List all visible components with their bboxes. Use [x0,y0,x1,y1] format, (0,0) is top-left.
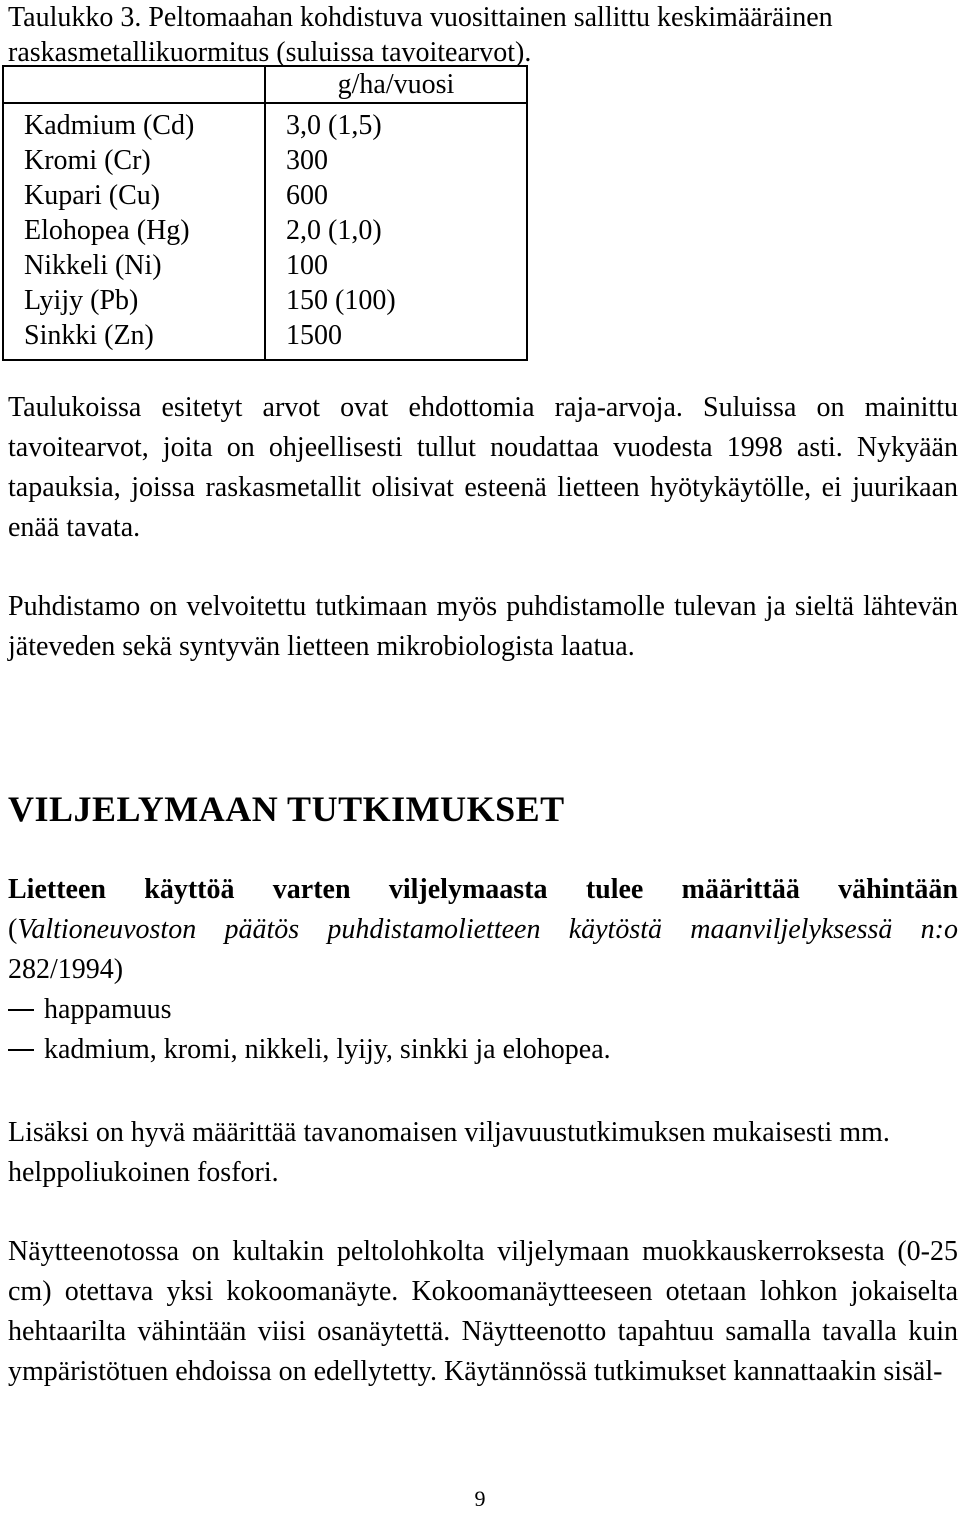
table-row [3,178,527,213]
table-row [3,103,527,143]
metal-value: 300 [265,143,527,178]
table-row [3,283,527,318]
table-row [3,213,527,248]
paragraph-phosphorus: Lisäksi on hyvä määrittää tavanomaisen viljavuustutkimuksen mukaisesti mm. helppoliukoinen fosfori. [8,1117,890,1188]
metal-value: 2,0 (1,0) [265,213,527,248]
page-number: 9 [474,1486,486,1511]
metal-value: 600 [265,178,527,213]
regulation-reference: Valtioneuvoston päätös puhdistamolietteen käytöstä maanviljelyksessä n:o [17,914,958,945]
table-row [3,248,527,283]
table-caption: Taulukko 3. Peltomaahan kohdistuva vuosittainen sallittu keskimääräinen raskasmetallikuormitus (suluissa tavoitearvot). [8,2,833,68]
heavy-metal-table [2,65,528,361]
metal-name: Kadmium (Cd) [3,103,265,143]
requirements-lead: Lietteen käyttöä varten viljelymaasta tulee määrittää vähintään [8,874,958,905]
metal-name: Sinkki (Zn) [3,318,265,360]
metal-value: 1500 [265,318,527,360]
table-header-row [3,66,527,103]
soil-analysis-requirements [8,870,958,1070]
paragraph-limit-values: Taulukoissa esitetyt arvot ovat ehdottomia raja-arvoja. Suluissa on mainittu tavoitearvot, joita on ohjeellisesti tullut noudattaa vuodesta 1998 asti. Nykyään tapauksia, joissa raskasmetallit olisivat esteenä lietteen hyötykäytölle, ei juurikaan enää tavata. [8,392,958,543]
dash-bullet-icon [8,1009,34,1011]
list-item [8,990,958,1030]
metal-name: Kromi (Cr) [3,143,265,178]
dash-bullet-icon [8,1049,34,1051]
unit-header: g/ha/vuosi [265,66,527,103]
metal-value: 100 [265,248,527,283]
paragraph-microbiology: Puhdistamo on velvoitettu tutkimaan myös puhdistamolle tulevan ja sieltä lähtevän jäteveden sekä syntyvän lietteen mikrobiologista laatua. [8,591,958,662]
metal-name: Kupari (Cu) [3,178,265,213]
table-header-empty-cell [3,66,265,103]
regulation-number: 282/1994 [8,954,114,985]
metal-name: Elohopea (Hg) [3,213,265,248]
requirements-intro [8,870,958,990]
metal-value: 150 (100) [265,283,527,318]
reference-paren-close: ) [113,954,124,985]
metal-name: Nikkeli (Ni) [3,248,265,283]
reference-paren-open: ( [8,914,18,945]
list-item-text: happamuus [44,994,172,1025]
paragraph-sampling: Näytteenotossa on kultakin peltolohkolta viljelymaan muokkauskerroksesta (0-25 cm) otettava yksi kokoomanäyte. Kokoomanäytteeseen otetaan lohkon jokaiselta hehtaarilta vähintään viisi osanäytettä. Näytteenotto tapahtuu samalla tavalla kuin ympäristötuen ehdoissa on edellytetty. Käytännössä tutkimukset kannattaakin sisäl- [8,1236,958,1387]
table-row [3,318,527,360]
section-heading: VILJELYMAAN TUTKIMUKSET [8,789,565,829]
list-item [8,1030,958,1070]
metal-name: Lyijy (Pb) [3,283,265,318]
list-item-text: kadmium, kromi, nikkeli, lyijy, sinkki ja elohopea. [44,1034,611,1065]
table-row [3,143,527,178]
metal-value: 3,0 (1,5) [265,103,527,143]
